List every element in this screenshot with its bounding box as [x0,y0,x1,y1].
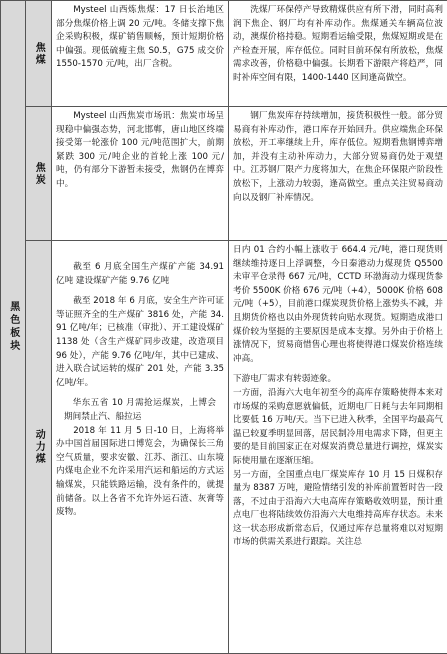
coke-analysis: 钢厂焦炭库存持续增加，接货积极性一般。部分贸易商有补库动作，港口库存开始回升。供应端焦企环保放松，开工率继续上升，库存低位。短期看焦钢博弈增加，并没有主动补库动力，大部分贸易商仍处于观望中。江苏钢厂限产力度将加大，在焦企环保限产阶段性放松下，上涨动力较弱，逢高做空。重点关注贸易商动向以及钢厂补库情况。 [233,110,443,205]
coking-coal-analysis: 洗煤厂环保停产导致精煤供应有所下滑，同时高利润下焦企、钢厂均有补库动作。焦煤通关车辆高位波动，澳煤价格持稳。短期看运输受限，焦煤短期或是在产检查开展，库存低位。同时目前环保有所放松，焦煤需求改善，价格稳中偏强。长期看下游限产将趋严，同时补库空间有限，1400-1440 区间逢高做空。 [233,4,443,86]
category-label: 黑色板块 [1,1,26,654]
coke-news-cell [52,107,229,241]
thermal-coal-analysis-cell [229,241,447,654]
coking-coal-news-cell [52,1,229,107]
coke-row [1,107,447,241]
capacity-detail: 截至 2018 年 6 月底，安全生产许可证等证照齐全的生产煤矿 3816 处，产能 34.91 亿吨/年；已核准（审批）、开工建设煤矿 1138 处（含生产煤矿同步改建，改造项目 96 处），产能 9.76 亿吨/年，其中已建成、进入联合试运转的煤矿 201 处，产能 3.35 亿吨/年。 [56,295,224,390]
demand-point-1: 一方面，沿海六大电年初至今的高库存策略使得本来对市场煤的采购意愿就偏低，近期电厂日耗与去年同期相比要低 16 万吨/天。当下已进入秋季，全国平均最高气温已较夏季明显回落，居民制冷用电需求下降，但更主要的是目前国家正在对煤炭消费总量进行调控，煤炭实际使用量在逐渐压缩。 [233,387,443,469]
coke-label: 焦炭 [26,107,52,241]
coking-coal-analysis-cell [229,1,447,107]
price-analysis: 日内 01 合约小幅上涨收于 664.4 元/吨，港口现货则继续维持逐日上浮调整，今日秦港动力煤现货 Q5500 未审平仓录得 667 元/吨，CCTD 环渤海动力煤现货参考价 5500K 价格 676 元/吨（+4），5000K 价格 608 元/吨（+5），目前港口煤炭现货价格上涨势头不减，并且期货价格也以由外现货转向贴水现货。短期造成港口煤价较为坚挺的主要原因是成本支撑。另外由于价格上涨情况下，贸易商惜售心理也将使得港口煤炭价格连续冲高。 [233,244,443,366]
demand-headline: 下游电厂需求有转弱迹象。 [233,373,443,387]
coking-coal-row [1,1,447,107]
expo-headline: 华东五省 10 月需抢运煤炭，上博会期间禁止汽、船拉运 [56,397,224,424]
capacity-headline: 截至 6 月底全国生产煤矿产能 34.91 亿吨 建设煤矿产能 9.76 亿吨 [56,261,224,288]
coking-coal-label: 焦煤 [26,1,52,107]
thermal-coal-label: 动力煤 [26,241,52,654]
coking-coal-news: Mysteel 山西炼焦煤：17 日长治地区部分焦煤价格上调 20 元/吨。冬储支撑下焦企采购积极，煤矿销售顺畅，预计短期价格中偏强。现低硫瘦主焦 S0.5，G75 成交价 1550-1570 元/吨，出厂含税。 [56,4,224,72]
coke-analysis-cell [229,107,447,241]
expo-detail: 2018 年 11 月 5 日-10 日，上海将举办中国首届国际进口博览会，为确保长三角空气质量，要求安徽、江苏、浙江、山东境内煤电企业不允许采用汽运和船运的方式运输煤炭，只能铁路运输，没有条件的，就提前储备。以上各省不允许外运石渣、灰膏等废物。 [56,425,224,520]
demand-point-2: 另一方面，全国重点电厂煤炭库存 10 月 15 日煤积存量为 8387 万吨，避险情绪引发的补库前置暂时告一段落，不过由于沿海六大电高库存策略收效明显，预计重点电厂也将陆续效仿沿海六大电维持高库存状态。未来这一状态形成新常态后，仅通过库存总量将难以对短期市场的供需关系进行跟踪。关注总 [233,469,443,551]
thermal-coal-news-cell [52,241,229,654]
thermal-coal-row [1,241,447,654]
coke-news: Mysteel 山西焦炭市场讯：焦炭市场呈现稳中偏强态势，河北邯郸，唐山地区终端接受第一轮涨价 100 元/吨范围扩大，前期紧跌 300 元/吨企业的首轮上涨 100 元/吨，仍有部分下游暂未接受，焦钢仍在博弈中。 [56,110,224,192]
